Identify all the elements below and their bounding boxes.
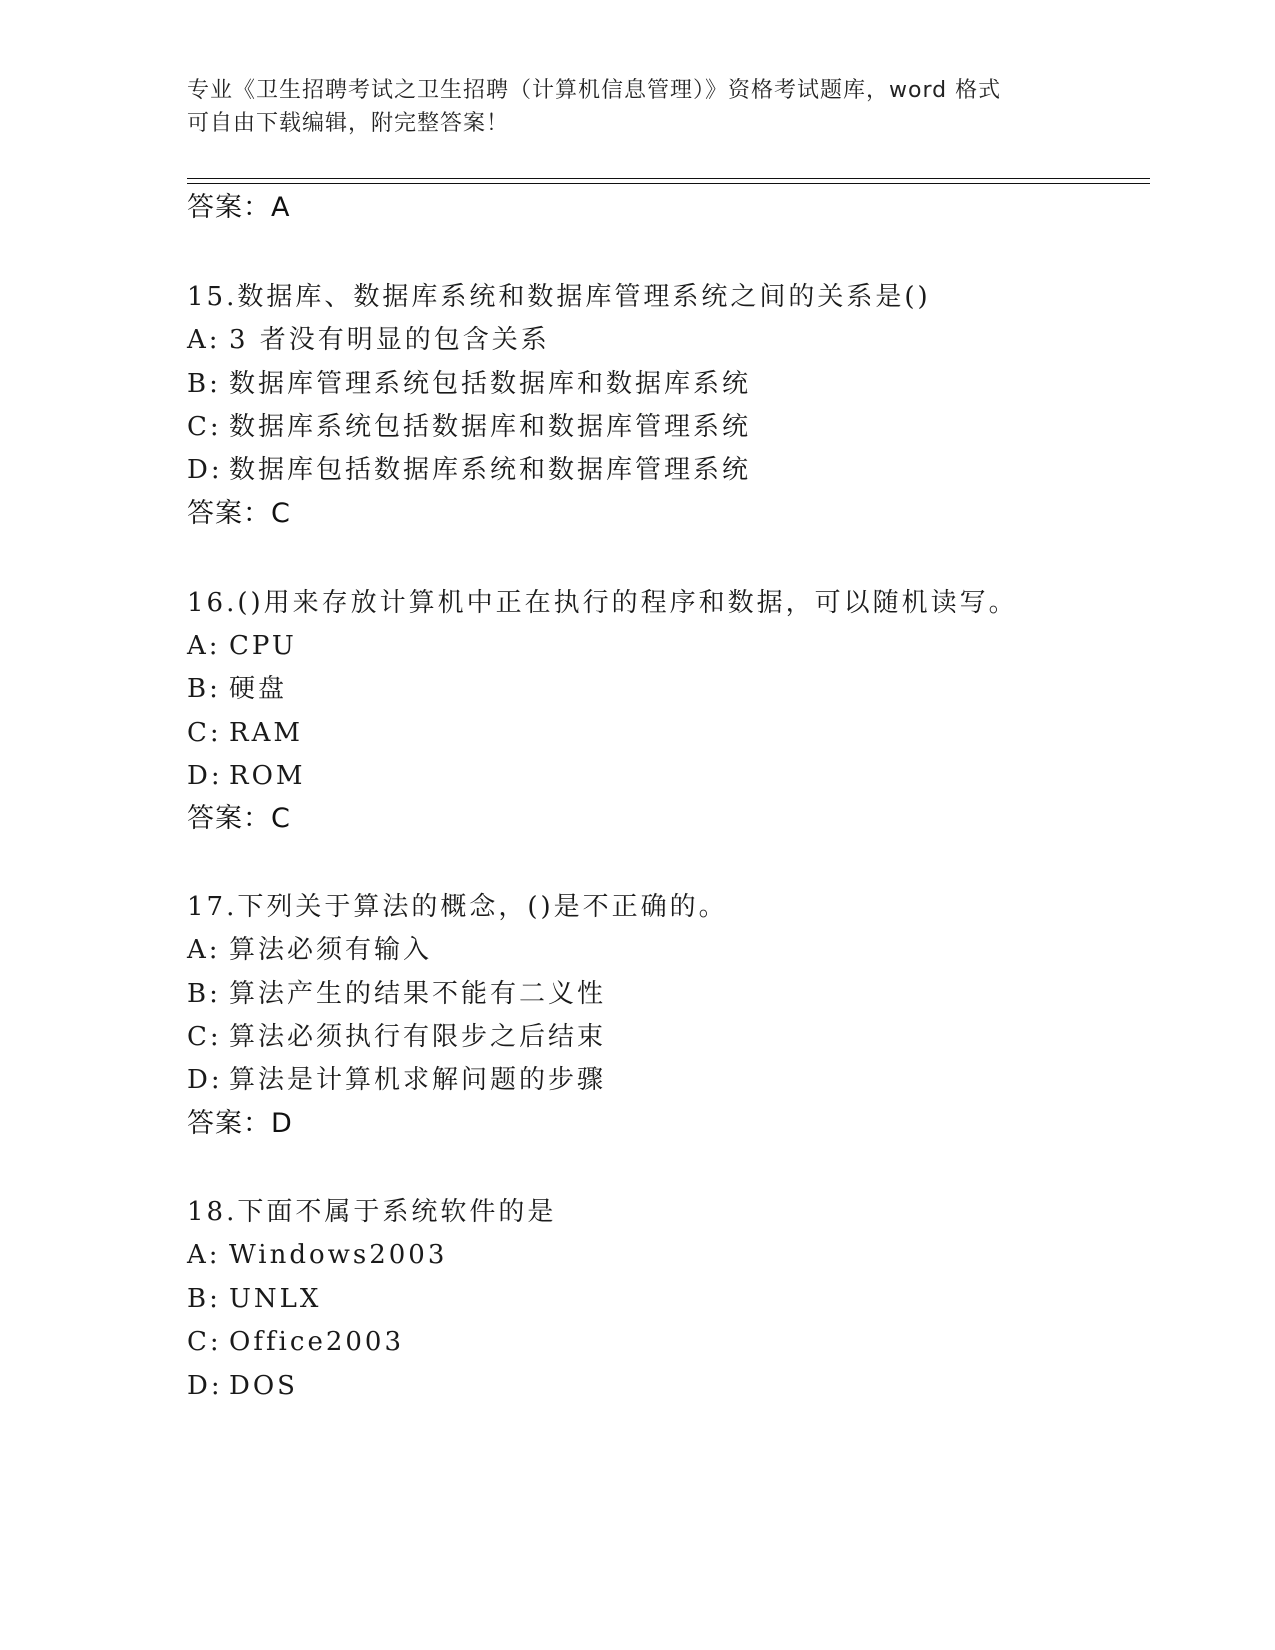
document-header	[187, 74, 1087, 140]
question-17-option-c	[187, 1017, 606, 1057]
option-text: 算法必须有输入	[229, 935, 433, 965]
header-divider-bottom	[187, 183, 1150, 184]
question-17-option-d	[187, 1060, 606, 1100]
option-letter: D:	[187, 1371, 223, 1401]
option-letter: A:	[187, 631, 221, 661]
question-17-option-a	[187, 930, 432, 970]
question-16-option-d	[187, 756, 306, 796]
question-15-answer: 答案：C	[187, 498, 291, 529]
option-text: 数据库管理系统包括数据库和数据库系统	[229, 369, 752, 399]
option-letter: C:	[187, 412, 222, 442]
option-text: 硬盘	[229, 674, 288, 704]
option-text: 数据库系统包括数据库和数据库管理系统	[229, 412, 752, 442]
question-17-answer: 答案：D	[187, 1108, 293, 1139]
option-text: DOS	[229, 1371, 298, 1401]
option-text: 数据库包括数据库系统和数据库管理系统	[229, 455, 752, 485]
question-16-option-c	[187, 713, 303, 753]
option-text: RAM	[229, 718, 303, 748]
option-text: Office2003	[229, 1327, 404, 1357]
option-text: 3 者没有明显的包含关系	[229, 325, 550, 355]
question-18-option-c	[187, 1322, 404, 1362]
option-text: 算法必须执行有限步之后结束	[229, 1022, 607, 1052]
option-letter: B:	[187, 369, 221, 399]
option-letter: C:	[187, 1327, 222, 1357]
header-line-2: 可自由下载编辑，附完整答案！	[187, 111, 510, 136]
question-15: 15.数据库、数据库系统和数据库管理系统之间的关系是()	[187, 282, 931, 312]
question-16-option-a	[187, 626, 297, 666]
option-text: 算法是计算机求解问题的步骤	[229, 1065, 607, 1095]
option-text: ROM	[229, 761, 306, 791]
option-text: UNLX	[229, 1284, 322, 1314]
question-18-option-d	[187, 1366, 298, 1406]
header-divider-top	[187, 178, 1150, 179]
question-18-option-a	[187, 1235, 447, 1275]
option-letter: D:	[187, 761, 223, 791]
option-letter: A:	[187, 1240, 221, 1270]
option-letter: C:	[187, 1022, 222, 1052]
option-letter: A:	[187, 935, 221, 965]
option-letter: D:	[187, 1065, 223, 1095]
question-15-option-b	[187, 364, 751, 404]
option-text: 算法产生的结果不能有二义性	[229, 979, 607, 1009]
option-text: CPU	[229, 631, 297, 661]
option-text: Windows2003	[229, 1240, 448, 1270]
option-letter: D:	[187, 455, 223, 485]
question-18-option-b	[187, 1279, 321, 1319]
question-16-answer: 答案：C	[187, 803, 291, 834]
option-letter: C:	[187, 718, 222, 748]
header-line-1: 专业《卫生招聘考试之卫生招聘（计算机信息管理）》资格考试题库，word 格式	[187, 78, 1002, 103]
question-18: 18.下面不属于系统软件的是	[187, 1197, 557, 1227]
question-17: 17.下列关于算法的概念，()是不正确的。	[187, 892, 728, 922]
question-15-option-c	[187, 407, 751, 447]
option-letter: B:	[187, 1284, 221, 1314]
option-letter: A:	[187, 325, 221, 355]
question-16: 16.()用来存放计算机中正在执行的程序和数据，可以随机读写。	[187, 588, 1018, 618]
question-16-option-b	[187, 669, 287, 709]
question-15-option-d	[187, 450, 751, 490]
question-17-option-b	[187, 974, 606, 1014]
question-15-option-a	[187, 320, 550, 360]
option-letter: B:	[187, 674, 221, 704]
previous-answer: 答案：A	[187, 192, 291, 223]
option-letter: B:	[187, 979, 221, 1009]
